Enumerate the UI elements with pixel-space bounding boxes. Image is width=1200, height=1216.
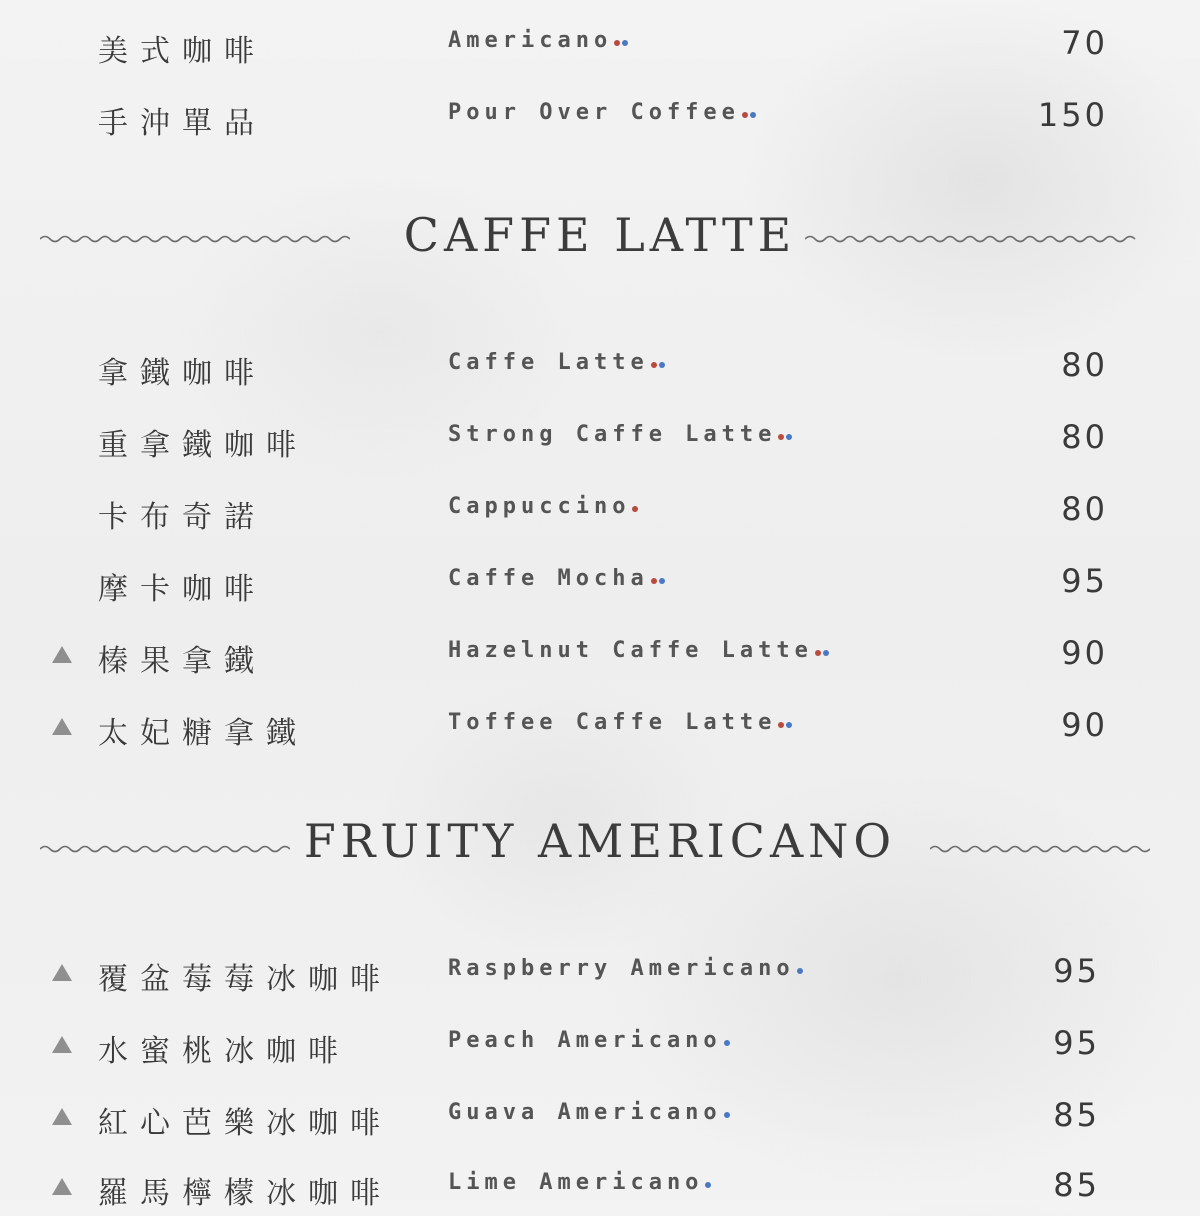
item-price: 95 — [1053, 952, 1100, 990]
blue-dot-icon — [659, 362, 665, 368]
menu-item-guava-americano — [0, 1086, 1200, 1146]
menu-item-cappuccino — [0, 480, 1200, 540]
item-name-en-wrap — [448, 422, 792, 447]
red-dot-icon — [778, 434, 784, 440]
menu-item-strong-caffe-latte — [0, 408, 1200, 468]
menu-item-lime-americano — [0, 1156, 1200, 1216]
item-name-zh: 美式咖啡 — [98, 34, 266, 69]
red-dot-icon — [778, 722, 784, 728]
menu-item-raspberry-americano — [0, 942, 1200, 1002]
triangle-icon — [52, 646, 72, 663]
item-price: 85 — [1053, 1096, 1100, 1134]
item-name-zh: 摩卡咖啡 — [98, 572, 266, 607]
item-name-en: Guava Americano — [448, 1100, 722, 1125]
item-name-en-wrap — [448, 956, 803, 981]
item-price: 70 — [1061, 24, 1108, 62]
item-name-zh: 太妃糖拿鐵 — [98, 716, 308, 751]
item-name-en: Toffee Caffe Latte — [448, 710, 777, 735]
item-name-en-wrap — [448, 710, 792, 735]
item-name-en-wrap — [448, 100, 756, 125]
menu-item-hazelnut-caffe-latte — [0, 624, 1200, 684]
blue-dot-icon — [724, 1040, 730, 1046]
item-name-en-wrap — [448, 1100, 730, 1125]
wave-divider-right — [805, 232, 1140, 246]
item-name-en-wrap — [448, 1028, 730, 1053]
item-price: 80 — [1061, 490, 1108, 528]
blue-dot-icon — [797, 968, 803, 974]
item-name-zh: 水蜜桃冰咖啡 — [98, 1034, 350, 1069]
item-name-en-wrap — [448, 350, 665, 375]
item-name-en: Caffe Mocha — [448, 566, 649, 591]
blue-dot-icon — [659, 578, 665, 584]
red-dot-icon — [815, 650, 821, 656]
item-name-en-wrap — [448, 28, 628, 53]
blue-dot-icon — [622, 40, 628, 46]
item-name-zh: 卡布奇諾 — [98, 500, 266, 535]
red-dot-icon — [651, 362, 657, 368]
item-price: 85 — [1053, 1166, 1100, 1204]
menu-item-caffe-latte — [0, 336, 1200, 396]
section-header-fruity-americano — [0, 808, 1200, 878]
section-title: CAFFE LATTE — [403, 208, 797, 262]
blue-dot-icon — [705, 1182, 711, 1188]
red-dot-icon — [614, 40, 620, 46]
item-name-zh: 榛果拿鐵 — [98, 644, 266, 679]
menu-item-caffe-mocha — [0, 552, 1200, 612]
section-title: FRUITY AMERICANO — [303, 814, 897, 868]
item-name-en-wrap — [448, 494, 638, 519]
triangle-icon — [52, 718, 72, 735]
item-name-en: Strong Caffe Latte — [448, 422, 777, 447]
item-price: 80 — [1061, 346, 1108, 384]
item-name-en: Pour Over Coffee — [448, 100, 740, 125]
item-price: 80 — [1061, 418, 1108, 456]
triangle-icon — [52, 964, 72, 981]
wave-divider-right — [930, 842, 1150, 856]
item-name-en-wrap — [448, 566, 665, 591]
item-name-en: Cappuccino — [448, 494, 631, 519]
item-price: 90 — [1061, 634, 1108, 672]
item-name-en-wrap — [448, 1170, 711, 1195]
item-name-zh: 重拿鐵咖啡 — [98, 428, 308, 463]
red-dot-icon — [742, 112, 748, 118]
blue-dot-icon — [786, 434, 792, 440]
triangle-icon — [52, 1178, 72, 1195]
item-name-en: Americano — [448, 28, 613, 53]
section-header-caffe-latte — [0, 202, 1200, 272]
item-name-zh: 拿鐵咖啡 — [98, 356, 266, 391]
menu-item-americano — [0, 14, 1200, 74]
item-name-zh: 手沖單品 — [98, 106, 266, 141]
item-name-en: Peach Americano — [448, 1028, 722, 1053]
item-price: 95 — [1053, 1024, 1100, 1062]
triangle-icon — [52, 1108, 72, 1125]
menu-item-pour-over — [0, 86, 1200, 146]
item-name-en: Caffe Latte — [448, 350, 649, 375]
menu-item-toffee-caffe-latte — [0, 696, 1200, 756]
triangle-icon — [52, 1036, 72, 1053]
item-name-zh: 覆盆莓莓冰咖啡 — [98, 962, 392, 997]
item-name-en: Lime Americano — [448, 1170, 704, 1195]
item-name-zh: 紅心芭樂冰咖啡 — [98, 1106, 392, 1141]
blue-dot-icon — [750, 112, 756, 118]
item-price: 95 — [1061, 562, 1108, 600]
menu-item-peach-americano — [0, 1014, 1200, 1074]
item-name-en-wrap — [448, 638, 829, 663]
blue-dot-icon — [823, 650, 829, 656]
item-price: 90 — [1061, 706, 1108, 744]
red-dot-icon — [651, 578, 657, 584]
item-price: 150 — [1037, 96, 1108, 134]
item-name-zh: 羅馬檸檬冰咖啡 — [98, 1176, 392, 1211]
blue-dot-icon — [786, 722, 792, 728]
item-name-en: Hazelnut Caffe Latte — [448, 638, 813, 663]
blue-dot-icon — [724, 1112, 730, 1118]
red-dot-icon — [632, 506, 638, 512]
item-name-en: Raspberry Americano — [448, 956, 795, 981]
